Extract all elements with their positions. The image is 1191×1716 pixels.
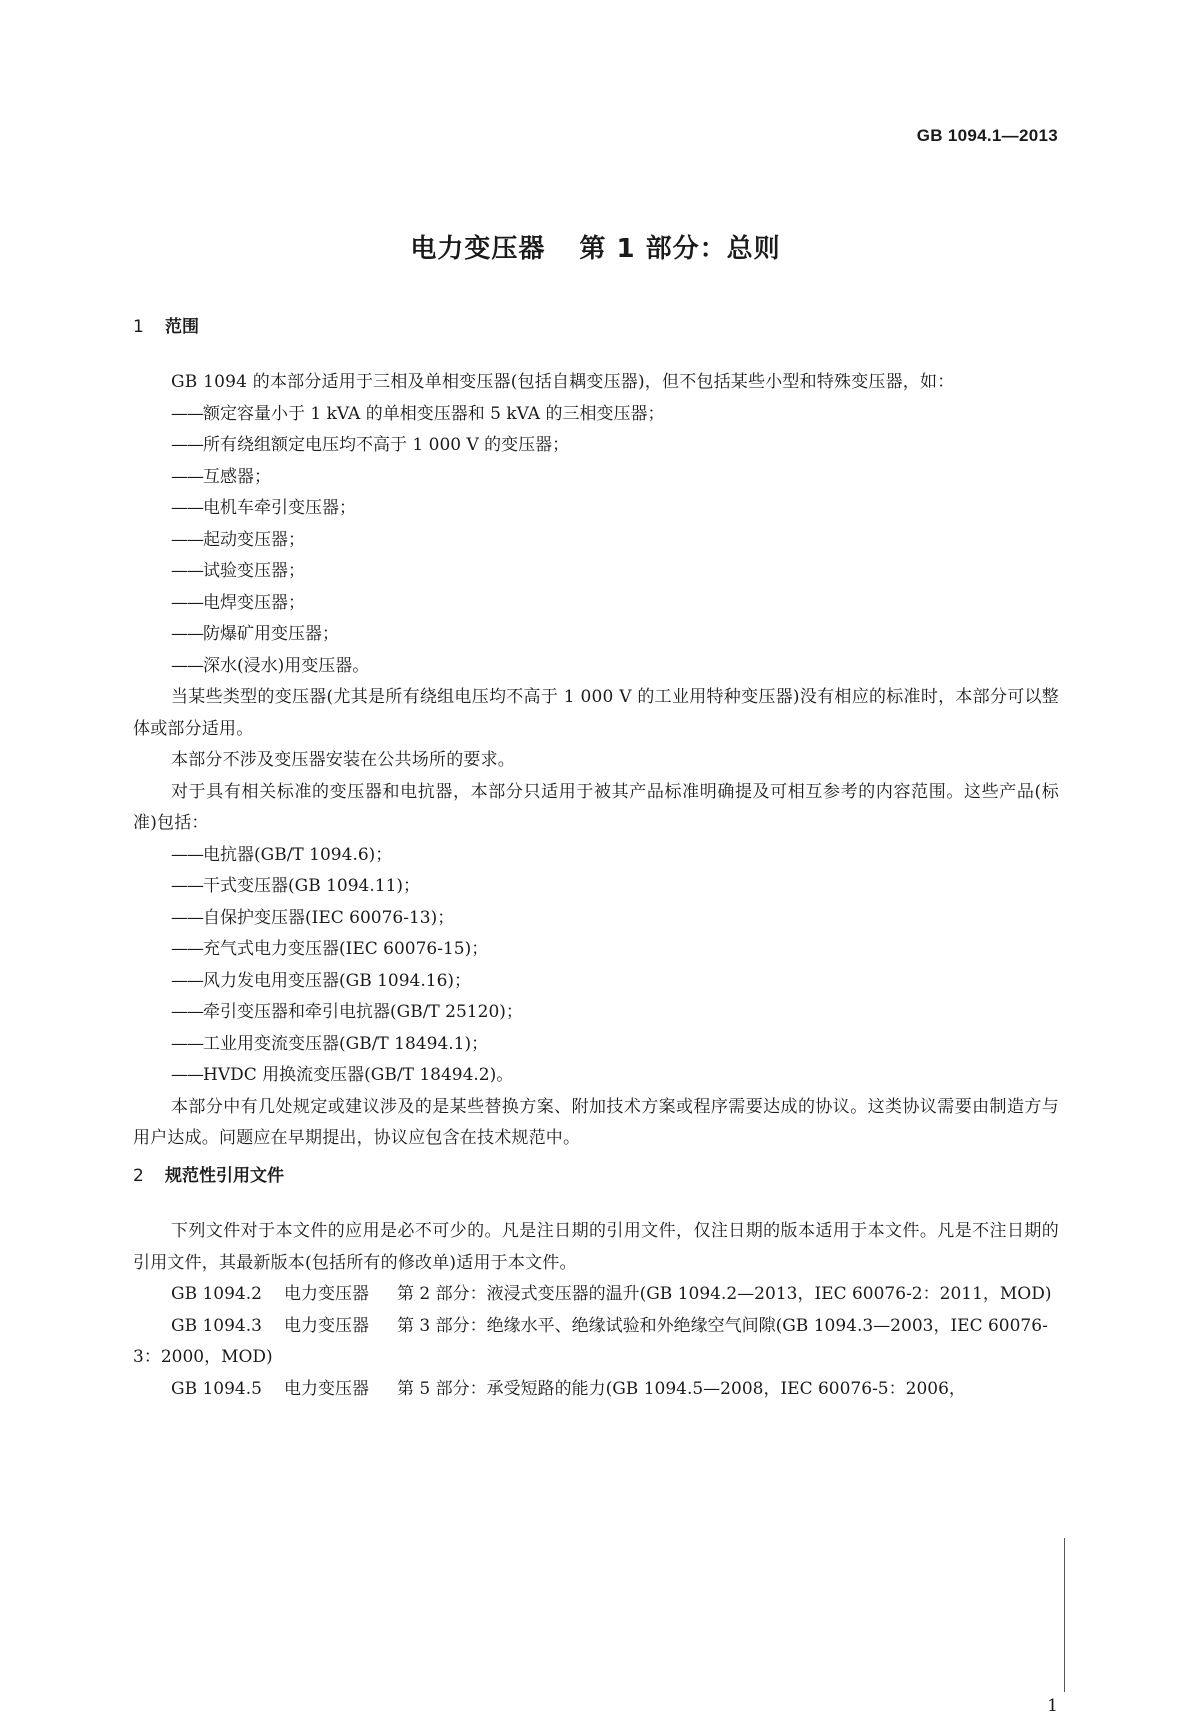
list-item: ——防爆矿用变压器；	[171, 624, 339, 644]
section-1-heading	[133, 312, 199, 337]
list-item: ——试验变压器；	[171, 561, 305, 581]
section-2-heading	[133, 1161, 284, 1186]
section-1-title: 范围	[165, 317, 199, 337]
reference-entry: GB 1094.3 电力变压器 第 3 部分：绝缘水平、绝缘试验和外绝缘空气间隙(GB 1094.3—2003，IEC 60076-3：2000，MOD)	[133, 1315, 1048, 1367]
list-item: ——深水(浸水)用变压器。	[171, 655, 370, 676]
scope-paragraph: 本部分中有几处规定或建议涉及的是某些替换方案、附加技术方案或程序需要达成的协议。这类协议需要由制造方与用户达成。问题应在早期提出，协议应包含在技术规范中。	[133, 1096, 1059, 1148]
standard-code: GB 1094.1—2013	[916, 126, 1058, 145]
list-item: ——电抗器(GB/T 1094.6)；	[171, 844, 393, 865]
scope-paragraph: 本部分不涉及变压器安装在公共场所的要求。	[171, 750, 515, 770]
scope-paragraph: 对于具有相关标准的变压器和电抗器，本部分只适用于被其产品标准明确提及可相互参考的内容范围。这些产品(标准)包括：	[133, 781, 1059, 833]
list-item: ——电焊变压器；	[171, 592, 305, 613]
page-number: 1	[1047, 1696, 1058, 1716]
section-1-number: 1	[133, 317, 144, 337]
list-item: ——HVDC 用换流变压器(GB/T 18494.2)。	[171, 1065, 514, 1085]
section-2-body	[133, 1216, 1059, 1405]
document-title	[0, 228, 1191, 265]
scope-intro: GB 1094 的本部分适用于三相及单相变压器(包括自耦变压器)，但不包括某些小型和特殊变压器，如：	[171, 372, 955, 392]
list-item: ——充气式电力变压器(IEC 60076-15)；	[171, 939, 489, 959]
list-item: ——所有绕组额定电压均不高于 1 000 V 的变压器；	[171, 435, 570, 455]
list-item: ——工业用变流变压器(GB/T 18494.1)；	[171, 1033, 489, 1054]
section-1-body	[133, 367, 1059, 1155]
scope-paragraph: 当某些类型的变压器(尤其是所有绕组电压均不高于 1 000 V 的工业用特种变压器)没有相应的标准时，本部分可以整体或部分适用。	[133, 687, 1059, 739]
reference-entry: GB 1094.2 电力变压器 第 2 部分：液浸式变压器的温升(GB 1094.2—2013，IEC 60076-2：2011，MOD)	[171, 1284, 1052, 1304]
list-item: ——电机车牵引变压器；	[171, 498, 356, 518]
references-intro: 下列文件对于本文件的应用是必不可少的。凡是注日期的引用文件，仅注日期的版本适用于本文件。凡是不注日期的引用文件，其最新版本(包括所有的修改单)适用于本文件。	[133, 1221, 1059, 1273]
margin-rule	[1064, 1538, 1065, 1692]
title-part: 第 1 部分：总则	[579, 234, 781, 264]
list-item: ——起动变压器；	[171, 529, 305, 550]
list-item: ——牵引变压器和牵引电抗器(GB/T 25120)；	[171, 1002, 523, 1022]
list-item: ——风力发电用变压器(GB 1094.16)；	[171, 970, 472, 991]
list-item: ——互感器；	[171, 466, 271, 487]
list-item: ——额定容量小于 1 kVA 的单相变压器和 5 kVA 的三相变压器；	[171, 403, 665, 424]
section-2-number: 2	[133, 1166, 144, 1186]
list-item: ——干式变压器(GB 1094.11)；	[171, 876, 421, 896]
list-item: ——自保护变压器(IEC 60076-13)；	[171, 907, 455, 928]
section-2-title: 规范性引用文件	[165, 1166, 284, 1186]
title-main: 电力变压器	[410, 234, 546, 264]
reference-entry: GB 1094.5 电力变压器 第 5 部分：承受短路的能力(GB 1094.5—2008，IEC 60076-5：2006，	[171, 1378, 966, 1399]
